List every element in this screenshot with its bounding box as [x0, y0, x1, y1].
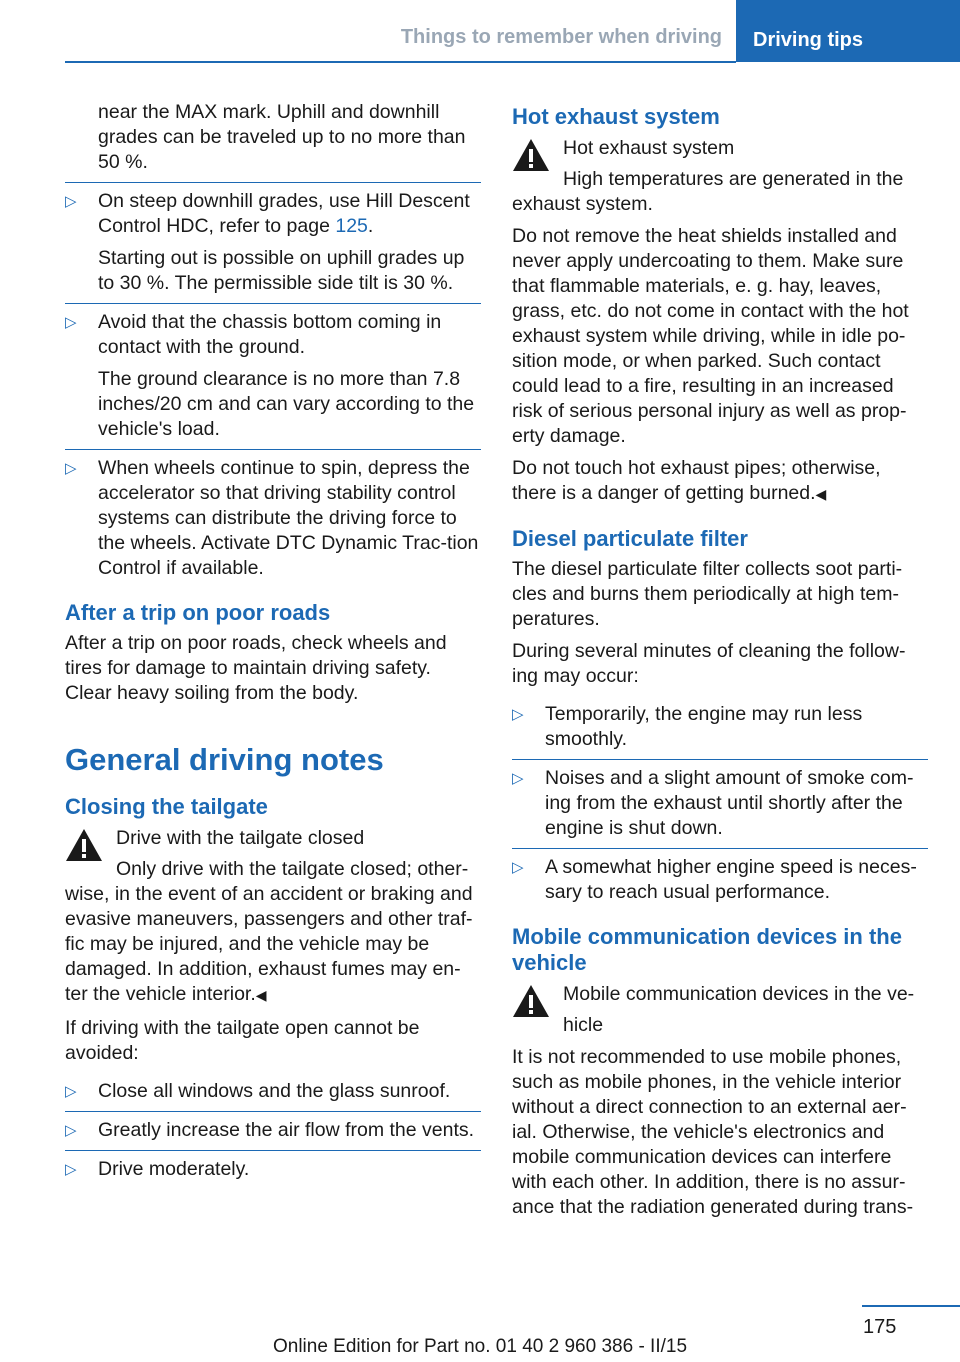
- end-mark-icon: ◀: [815, 486, 827, 502]
- header-rule: [65, 61, 736, 63]
- paragraph: Starting out is possible on uphill grades up to 30 %. The permissible side tilt is 30 %.: [98, 247, 465, 294]
- triangle-right-icon: ▷: [65, 193, 77, 210]
- list-item: [65, 1151, 481, 1182]
- paragraph: Do not remove the heat shields installed and never apply undercoating to them. Make sure that flammable materials, e. g. hay, leaves, grass, etc. do not come in contact with the hot exhaust system while driving, while in idle po-sition mode, or when parked. Such contact could lead to a fire, resulting in an increased risk of serious personal injury as well as prop-erty damage.: [512, 225, 909, 447]
- warning-triangle-icon: [64, 827, 104, 863]
- warning-block: [512, 130, 928, 192]
- list-item: [65, 183, 481, 296]
- paragraph: During several minutes of cleaning the follow-ing may occur:: [512, 640, 906, 687]
- footer-rule: [862, 1305, 960, 1307]
- paragraph: [98, 189, 481, 239]
- footer-edition: Online Edition for Part no. 01 40 2 960 386 - II/15: [272, 1336, 688, 1357]
- heading-poor-roads: After a trip on poor roads: [65, 600, 331, 625]
- list-item: [65, 304, 481, 442]
- paragraph: exhaust system.: [512, 193, 653, 215]
- list-item: [512, 760, 928, 841]
- paragraph: [65, 882, 481, 1008]
- warning-title: Hot exhaust system: [563, 137, 735, 159]
- warning-text: High temperatures are generated in the: [563, 168, 904, 190]
- paragraph: Avoid that the chassis bottom coming in contact with the ground.: [98, 311, 442, 358]
- right-column: [512, 100, 928, 1227]
- warning-block: [512, 976, 928, 1038]
- warning-triangle-icon: [511, 137, 551, 173]
- paragraph: A somewhat higher engine speed is neces-sary to reach usual performance.: [545, 856, 917, 903]
- paragraph: The ground clearance is no more than 7.8 inches/20 cm and can vary according to the vehicle's load.: [98, 368, 475, 440]
- paragraph: Temporarily, the engine may run less smoothly.: [545, 703, 863, 750]
- header-chapter-tab: [736, 0, 960, 62]
- text: wise, in the event of an accident or braking and evasive maneuvers, passengers and other traf-fic may be injured, and the vehicle may be damaged. In addition, exhaust fumes may en-ter the vehicle interior.: [65, 883, 473, 1005]
- paragraph: If driving with the tailgate open cannot be avoided:: [65, 1017, 420, 1064]
- warning-title: Drive with the tailgate closed: [116, 827, 365, 849]
- triangle-right-icon: ▷: [65, 1083, 77, 1100]
- warning-text: Only drive with the tailgate closed; other-: [116, 858, 469, 880]
- paragraph: The diesel particulate filter collects soot parti-cles and burns them periodically at high tem-peratures.: [512, 558, 903, 630]
- triangle-right-icon: ▷: [512, 859, 524, 876]
- list-item: [65, 450, 481, 581]
- list-item: [512, 696, 928, 752]
- paragraph: Close all windows and the glass sunroof.: [98, 1080, 451, 1102]
- page-link[interactable]: 125: [335, 215, 368, 237]
- header-section-title: Things to remember when driving: [400, 26, 722, 48]
- triangle-right-icon: ▷: [65, 1122, 77, 1139]
- warning-title: Mobile communication devices in the ve-: [563, 983, 915, 1005]
- end-mark-icon: ◀: [255, 987, 267, 1003]
- page-header: [0, 0, 960, 62]
- triangle-right-icon: ▷: [65, 460, 77, 477]
- triangle-right-icon: ▷: [512, 706, 524, 723]
- continued-list-item: [65, 100, 481, 175]
- list-item: [512, 849, 928, 905]
- paragraph: It is not recommended to use mobile phones, such as mobile phones, in the vehicle interior without a direct connection to an external aer-ial. Otherwise, the vehicle's electronics and mobile communication devices can interfere with each other. In addition, there is no assur-ance that the radiation generated during trans-: [512, 1046, 914, 1218]
- list-item: [65, 1112, 481, 1143]
- heading-closing-tailgate: Closing the tailgate: [65, 794, 268, 819]
- paragraph: near the MAX mark. Uphill and downhill grades can be traveled up to no more than 50 %.: [98, 101, 466, 173]
- triangle-right-icon: ▷: [65, 314, 77, 331]
- header-chapter-label: Driving tips: [753, 29, 864, 51]
- paragraph: When wheels continue to spin, depress the accelerator so that driving stability control systems can distribute the driving force to the wheels. Activate DTC Dynamic Trac-tion Control if available.: [98, 457, 479, 579]
- paragraph: Drive moderately.: [98, 1158, 250, 1180]
- page-number: 175: [863, 1316, 897, 1338]
- heading-general-driving-notes: General driving notes: [65, 742, 384, 777]
- paragraph: Greatly increase the air flow from the vents.: [98, 1119, 475, 1141]
- list-item: [65, 1073, 481, 1104]
- text: .: [367, 215, 374, 237]
- triangle-right-icon: ▷: [512, 770, 524, 787]
- heading-hot-exhaust: Hot exhaust system: [512, 104, 720, 129]
- warning-triangle-icon: [511, 983, 551, 1019]
- heading-mobile-devices: Mobile communication devices in the vehicle: [512, 924, 902, 975]
- paragraph: [512, 456, 928, 507]
- paragraph: Noises and a slight amount of smoke com-ing from the exhaust until shortly after the engine is shut down.: [545, 767, 914, 839]
- paragraph: After a trip on poor roads, check wheels and tires for damage to maintain driving safety. Clear heavy soiling from the body.: [65, 632, 447, 704]
- heading-diesel-filter: Diesel particulate filter: [512, 526, 748, 551]
- left-column: [65, 100, 481, 1189]
- text: On steep downhill grades, use Hill Descent Control HDC, refer to page: [98, 190, 470, 237]
- warning-block: [65, 820, 481, 882]
- triangle-right-icon: ▷: [65, 1161, 77, 1178]
- text: Do not touch hot exhaust pipes; otherwise, there is a danger of getting burned.: [512, 457, 881, 504]
- warning-title: hicle: [563, 1014, 604, 1036]
